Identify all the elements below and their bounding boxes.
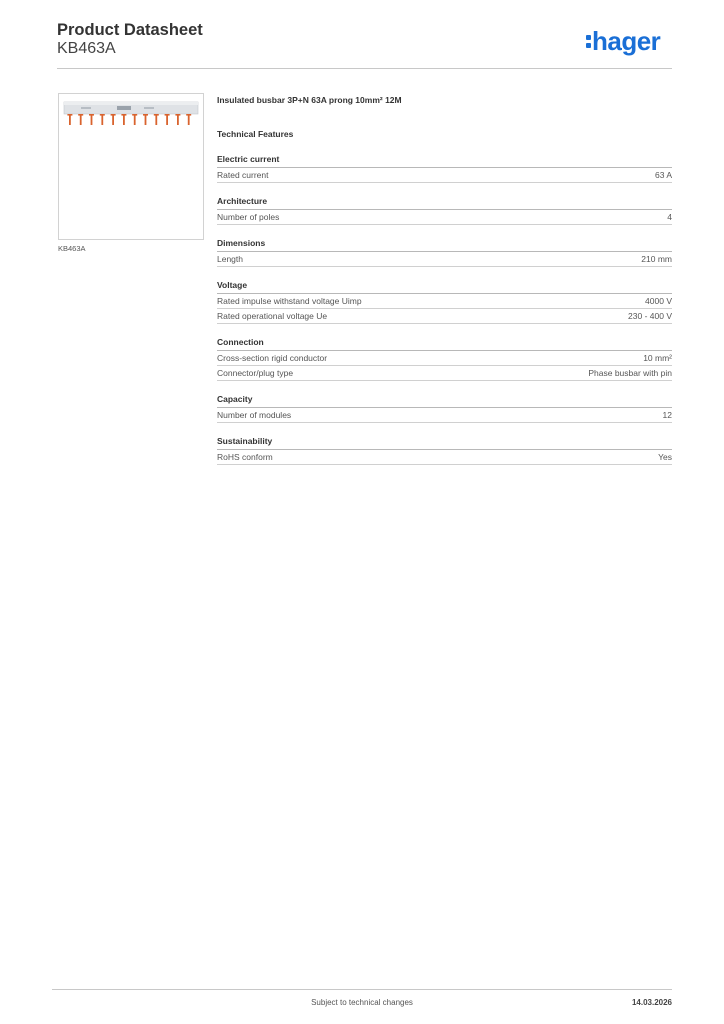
busbar-pin-head xyxy=(78,114,83,116)
section-title: Dimensions xyxy=(217,237,672,252)
busbar-pin xyxy=(145,114,147,125)
feature-row xyxy=(217,210,672,225)
feature-row xyxy=(217,366,672,381)
feature-label: Rated impulse withstand voltage Uimp xyxy=(217,296,362,306)
feature-row xyxy=(217,450,672,465)
feature-label: Length xyxy=(217,254,243,264)
busbar-pin-head xyxy=(89,114,94,116)
feature-row xyxy=(217,252,672,267)
section-title: Electric current xyxy=(217,153,672,168)
busbar-pins xyxy=(67,114,191,125)
feature-row xyxy=(217,351,672,366)
busbar-pin xyxy=(155,114,157,125)
feature-value: 12 xyxy=(662,410,672,420)
feature-row xyxy=(217,294,672,309)
busbar-pin-head xyxy=(132,114,137,116)
busbar-pin-head xyxy=(67,114,72,116)
feature-value: 4 xyxy=(667,212,672,222)
busbar-pin xyxy=(134,114,136,125)
busbar-pin xyxy=(188,114,190,125)
section-title: Sustainability xyxy=(217,435,672,450)
footer-note: Subject to technical changes xyxy=(311,998,413,1007)
busbar-pin-head xyxy=(165,114,170,116)
busbar-pin xyxy=(101,114,103,125)
feature-label: Rated operational voltage Ue xyxy=(217,311,328,321)
section xyxy=(217,279,672,324)
busbar-pin-head xyxy=(100,114,105,116)
technical-content xyxy=(217,95,672,465)
feature-value: Yes xyxy=(658,452,672,462)
footer-divider xyxy=(52,989,672,990)
feature-row xyxy=(217,168,672,183)
section-title: Capacity xyxy=(217,393,672,408)
busbar-pin-head xyxy=(121,114,126,116)
image-caption: KB463A xyxy=(58,244,86,253)
busbar-pin-head xyxy=(111,114,116,116)
section-title: Voltage xyxy=(217,279,672,294)
section-title: Architecture xyxy=(217,195,672,210)
busbar-pin-head xyxy=(154,114,159,116)
section-title: Connection xyxy=(217,336,672,351)
busbar-pin xyxy=(112,114,114,125)
feature-value: Phase busbar with pin xyxy=(588,368,672,378)
feature-value: 210 mm xyxy=(641,254,672,264)
feature-row xyxy=(217,408,672,423)
feature-value: 230 - 400 V xyxy=(628,311,672,321)
product-code: KB463A xyxy=(57,40,116,57)
section xyxy=(217,393,672,423)
section xyxy=(217,195,672,225)
section xyxy=(217,153,672,183)
feature-value: 63 A xyxy=(654,170,672,180)
section xyxy=(217,336,672,381)
feature-label: Connector/plug type xyxy=(217,368,294,378)
busbar-pin-head xyxy=(175,114,180,116)
feature-label: Number of modules xyxy=(217,410,292,420)
technical-features-heading: Technical Features xyxy=(217,129,294,139)
section xyxy=(217,435,672,465)
feature-sections xyxy=(217,153,672,465)
busbar-illustration xyxy=(59,94,203,239)
feature-label: Number of poles xyxy=(217,212,280,222)
feature-value: 10 mm² xyxy=(643,353,672,363)
busbar-pin-head xyxy=(143,114,148,116)
busbar-pin xyxy=(91,114,93,125)
feature-label: Cross-section rigid conductor xyxy=(217,353,328,363)
section xyxy=(217,237,672,267)
busbar-pin xyxy=(80,114,82,125)
hager-logo: hager xyxy=(592,26,661,56)
busbar-pin xyxy=(177,114,179,125)
feature-value: 4000 V xyxy=(645,296,672,306)
product-image xyxy=(58,93,204,240)
busbar-pin xyxy=(166,114,168,125)
busbar-pin xyxy=(123,114,125,125)
feature-label: Rated current xyxy=(217,170,269,180)
feature-label: RoHS conform xyxy=(217,452,273,462)
feature-row xyxy=(217,309,672,324)
footer-date: 14.03.2026 xyxy=(631,998,672,1007)
page-title: Product Datasheet xyxy=(57,21,203,39)
busbar-pin xyxy=(69,114,71,125)
busbar-pin-head xyxy=(186,114,191,116)
product-description: Insulated busbar 3P+N 63A prong 10mm² 12M xyxy=(217,95,402,105)
header-divider xyxy=(57,68,672,69)
